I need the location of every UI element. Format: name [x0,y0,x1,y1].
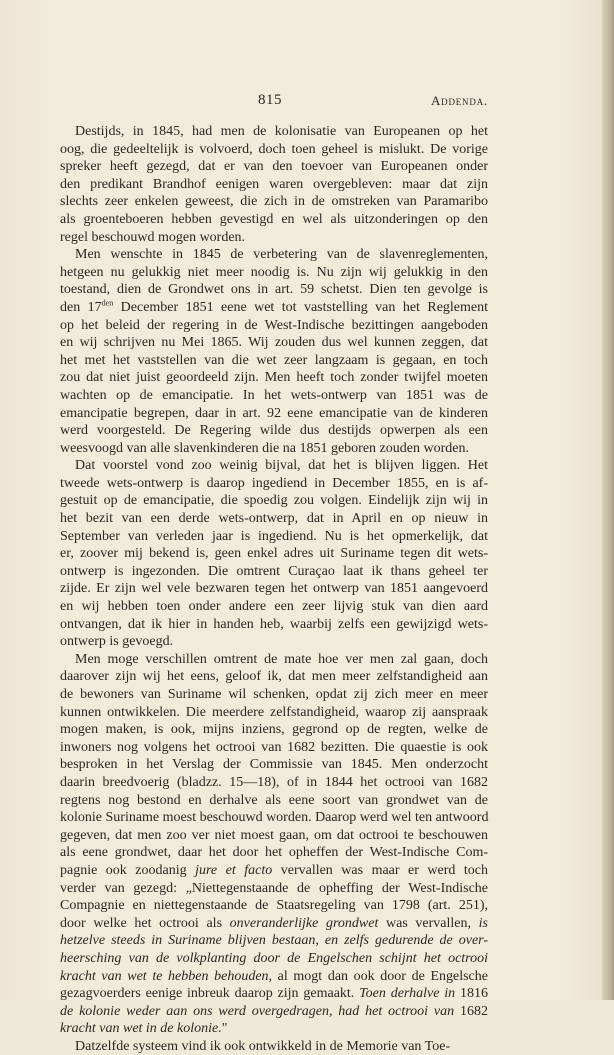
text-segment: 1682 [454,1003,488,1019]
text-segment: September van verleden jaar is ingediend. Nu is het opmerkelijk, dat [60,528,488,544]
text-segment: toestand, dien de Grondwet ons in art. 59 schetst. Dien ten gevolge is [60,282,488,298]
text-segment: Datzelfde systeem vind ik ook ontwikkeld in de Memorie van Toe- [75,1038,451,1054]
text-line [60,668,488,686]
text-segment: als eene grondwet, daar het door het opheffen der West-Indische Com- [60,845,488,861]
text-line [60,281,488,299]
text-line [60,457,488,475]
text-segment: Dat voorstel vond zoo weinig bijval, dat het is blijven liggen. Het [75,458,488,474]
text-segment: werd voorgesteld. De Regering wilde dus destijds opwerpen als een [60,423,488,439]
italic-text: kracht van wet te hebben behouden, [60,968,273,984]
text-segment: ontvangen, dat ik hier in handen heb, waarbij zelfs een gewijzigd wets- [60,616,488,632]
text-line [60,563,488,581]
text-line [60,387,488,405]
text-line [60,651,488,669]
text-segment: verder van gezegd: „Niettegenstaande de opheffing der West-Indische [60,880,488,896]
body-text [60,123,488,1055]
text-segment: er, zoover mij bekend is, geen enkel adres uit Suriname tegen dit wets- [60,546,488,562]
text-line [60,580,488,598]
text-line [60,440,488,458]
text-line [60,545,488,563]
text-segment: spreker heeft gezegd, dat er van den toevoer van Europeanen onder [60,159,488,175]
text-segment: den predikant Brandhof eenigen waren overgebleven: maar dat zijn [60,176,488,192]
text-line [60,844,488,862]
italic-text: heersching van de volkplanting door de Engelschen schijnt het octrooi [60,950,488,966]
text-segment: kunnen ontwikkelen. Die meerdere zelfstandigheid, waarop zij aanspraak [60,704,488,720]
text-line [60,369,488,387]
text-segment: regel beschouwd mogen worden. [60,229,246,245]
text-segment: " [221,1021,228,1037]
text-segment: vervallen was maar er werd toch [272,862,488,878]
page-edge [602,0,614,1000]
text-line [60,880,488,898]
text-segment: was vervallen, [378,915,479,931]
text-segment: oog, die gedeeltelijk is volvoerd, doch toen geheel is mislukt. De vorige [60,141,488,157]
italic-text: hetzelve steeds in Suriname blijven bestaan, en zelfs gedurende de over- [60,933,488,949]
text-line [60,862,488,880]
text-line [60,141,488,159]
text-line [60,176,488,194]
text-segment: gegeven, dat men zoo ver niet moest gaan, om dat octrooi te beschouwen [60,827,488,843]
text-segment: de bewoners van Suriname wil schenken, opdat zij zich meer en meer [60,687,488,702]
text-line [60,915,488,933]
text-line [60,616,488,634]
text-line [60,633,488,651]
text-segment: zijde. Er zijn wel vele bezwaren tegen het ontwerp van 1851 aangevoerd [60,581,488,597]
text-segment: 1816 [455,986,488,1002]
text-segment: slechts zeer enkelen geweest, die zich in de omstreken van Paramaribo [60,194,488,210]
text-line [60,158,488,176]
text-segment: Men wenschte in 1845 de verbetering van de slavenreglementen, [75,247,488,263]
text-segment: den 17 [60,299,102,315]
text-line [60,686,488,704]
text-line [60,968,488,986]
text-segment: weesvoogd van alle slavenkinderen die na 1851 geboren zouden worden. [60,440,469,456]
text-segment: daarover zijn wij het eens, geloof ik, dat men meer zelfstandigheid aan [60,669,488,685]
text-segment: wachten op de emancipatie. In het wets-ontwerp van 1851 was de [60,387,488,403]
paragraph [60,123,488,246]
text-line [60,756,488,774]
text-line [60,492,488,510]
italic-text: onveranderlijke grondwet [229,915,379,931]
text-segment: gestuit op de emancipatie, die spoedig zou volgen. Eindelijk zijn wij in [60,493,488,509]
text-segment: en wij hebben toen onder andere een zeer lijvig stuk van dien aard [60,599,488,615]
text-line [60,897,488,915]
text-line [60,246,488,264]
text-line [60,317,488,335]
text-segment: ontwerp is ingezonden. Die omtrent Curaçao laat ik thans geheel ter [60,563,488,579]
text-line [60,334,488,352]
text-line [60,405,488,423]
text-line [60,1003,488,1021]
text-line [60,528,488,546]
superscript: den [101,298,114,308]
paragraph [60,246,488,457]
text-line [60,211,488,229]
italic-text: Toen derhalve in [359,986,456,1002]
text-line [60,510,488,528]
italic-text: is [478,915,489,931]
text-segment: het met het vaststellen van die wet zeer langzaam is gegaan, en toch [60,352,488,368]
text-segment: op het beleid der regering in de West-Indische bezittingen aangeboden [60,317,488,333]
text-line [60,1038,488,1055]
text-line [60,229,488,247]
text-segment: Destijds, in 1845, had men de kolonisatie van Europeanen op het [75,124,488,139]
text-line [60,598,488,616]
text-line [60,704,488,722]
text-segment: zou dat niet juist geoordeeld zijn. Men heeft toch zonder twijfel moeten [60,370,488,386]
text-segment: Men moge verschillen omtrent de mate hoe ver men zal gaan, doch [75,651,488,667]
text-line [60,264,488,282]
text-segment: het bezit van een derde wets-ontwerp, dat in April en op nieuw in [60,511,488,527]
text-line [60,721,488,739]
italic-text: de kolonie weder aan ons werd overgedragen, had het octrooi van [60,1003,455,1019]
paragraph [60,1038,488,1055]
text-line [60,827,488,845]
text-line [60,422,488,440]
italic-text: kracht van wet in de kolonie. [60,1021,222,1037]
text-segment: tweede wets-ontwerp is daarop ingediend in December 1855, en is af- [60,475,488,491]
text-line [60,739,488,757]
text-segment: kolonie Suriname moest beschouwd worden. Daarop werd wel ten antwoord [60,810,489,826]
text-segment: emancipatie begrepen, daar in art. 92 eene emancipatie van de kinderen [60,405,488,421]
text-segment: besproken in het Verslag der Commissie van 1845. Men onderzocht [60,757,488,773]
text-segment: pagnie ook zoodanig [60,862,196,878]
text-line [60,932,488,950]
text-segment: al mogt dan ook door de Engelsche [272,968,488,984]
page-header [60,92,488,110]
running-head: Addenda. [430,93,488,108]
text-segment: en wij schrijven nu Mei 1865. Wij zouden dus wel kunnen zeggen, dat [60,335,488,351]
italic-text: jure et facto [195,862,273,878]
text-line [60,792,488,810]
text-line [60,950,488,968]
text-segment: December 1851 eene wet tot vaststelling van het Reglement [113,299,489,315]
page-number: 815 [258,92,282,108]
text-segment: als groenteboeren hebben gevestigd en wel als uitzonderingen op den [60,211,488,227]
text-segment: inwoners nog volgens het octrooi van 1682 bezitten. Die quaestie is ook [60,739,488,755]
text-segment: daarin breedvoerig (bladzz. 15—18), of in 1844 het octrooi van 1682 [60,774,488,790]
text-line [60,193,488,211]
text-line [60,774,488,792]
text-line [60,1020,488,1038]
paragraph [60,457,488,651]
paragraph [60,651,488,1038]
text-segment: ontwerp is gevoegd. [60,634,174,650]
text-line [60,352,488,370]
text-line [60,123,488,141]
text-segment: hetgeen nu gelukkig niet meer noodig is. Nu zijn wij gelukkig in den [60,264,488,280]
text-line [60,475,488,493]
text-line [60,299,488,317]
text-segment: mogen maken, is ook, mijns inziens, gegrond op de regten, welke de [60,722,488,738]
text-segment: gezagvoerders eenige inbreuk daarop zijn gemaakt. [60,986,360,1002]
text-line [60,985,488,1003]
text-segment: regtens nog bestond en derhalve als eene soort van grondwet van de [60,792,488,808]
text-line [60,809,488,827]
text-segment: Compagnie en niettegenstaande de Staatsregeling van 1798 (art. 251), [60,898,488,914]
text-segment: door welke het octrooi als [60,915,230,931]
